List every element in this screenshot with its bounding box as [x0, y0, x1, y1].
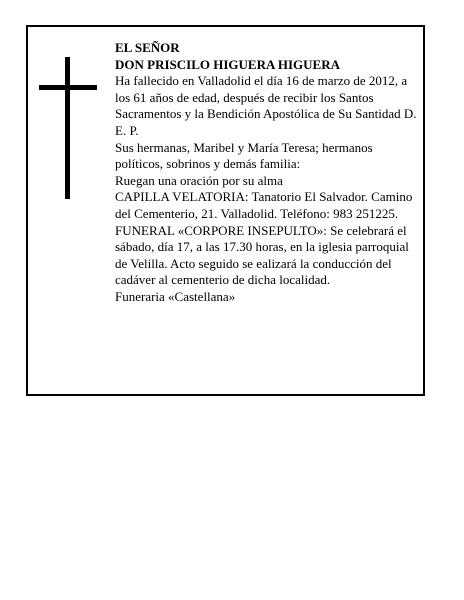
obituary-notice: [26, 25, 425, 396]
title-line-1: EL SEÑOR: [115, 40, 180, 55]
cross-vertical-bar: [65, 57, 70, 199]
funeral-home: Funeraria «Castellana»: [115, 288, 236, 304]
latin-cross-icon: [39, 57, 97, 199]
deceased-name: DON PRISCILO HIGUERA HIGUERA: [115, 56, 341, 72]
notice-text: [115, 40, 420, 306]
family-line: Sus hermanas, Maribel y María Teresa; hermanos políticos, sobrinos y demás familia:: [115, 139, 373, 172]
death-announcement: Ha fallecido en Valladolid el día 16 de marzo de 2012, a los 61 años de edad, después de recibir los Santos Sacramentos y la Bendición Apostólica de Su Santidad D. E. P.: [115, 73, 417, 138]
prayer-request: Ruegan una oración por su alma: [115, 172, 283, 188]
funeral-info: FUNERAL «CORPORE INSEPULTO»: Se celebrará el sábado, día 17, a las 17.30 horas, en la iglesia parroquial de Velilla. Acto seguido se ealizará la conducción del cadáver al cementerio de dicha localidad.: [115, 222, 409, 288]
wake-chapel-info: CAPILLA VELATORIA: Tanatorio El Salvador. Camino del Cementerio, 21. Valladolid. Teléfono: 983 251225.: [115, 189, 413, 221]
cross-horizontal-bar: [39, 85, 97, 90]
